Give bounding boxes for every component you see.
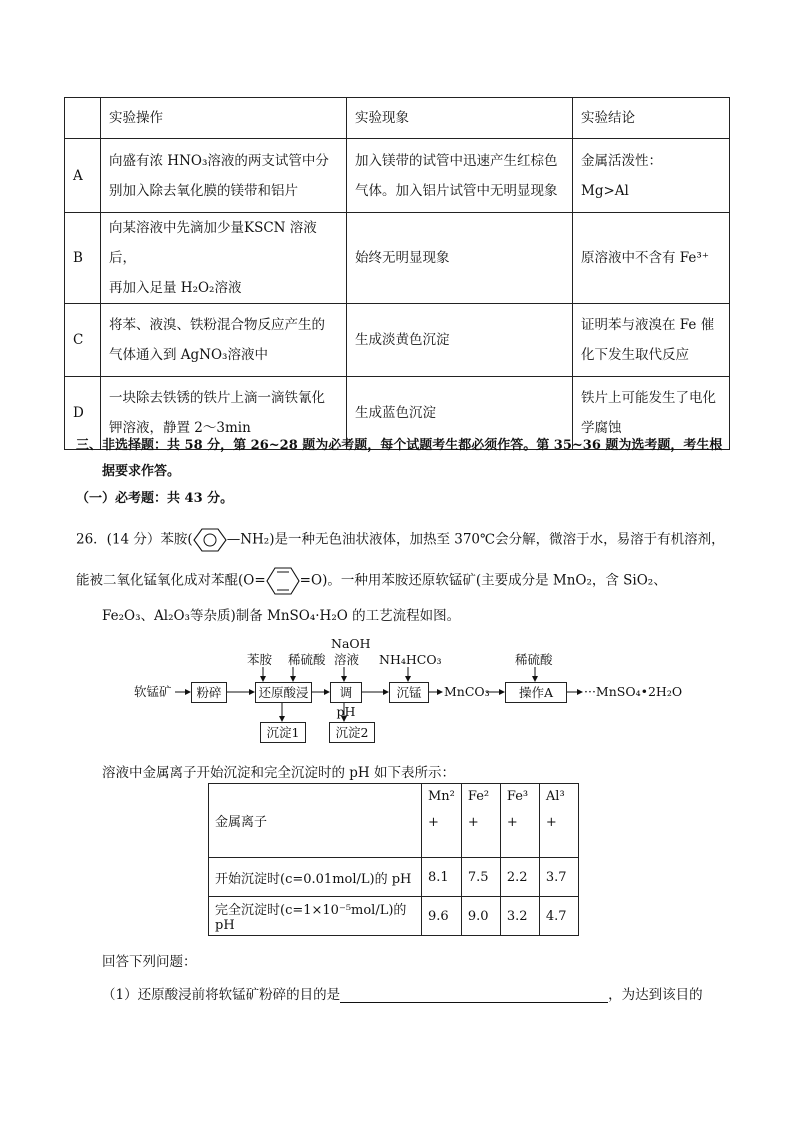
conclusion-cell: 原溶液中不含有 Fe³⁺ [573,213,730,304]
ion-header-cell: Fe³ + [500,784,539,858]
table-cell: 9.0 [461,897,500,936]
table-header-cell: 实验现象 [347,98,573,139]
flow-residue-2: 沉淀2 [329,722,375,743]
flow-box-precip-mn: 沉锰 [389,682,429,703]
table-cell: 7.5 [461,858,500,897]
benzene-ring-icon [193,527,227,553]
section-heading-cont: 据要求作答。 [102,464,181,479]
table-row [65,139,730,213]
table-cell: 4.7 [539,897,578,936]
flow-input-solution: 溶液 [334,652,360,667]
question-1: （1）还原酸浸前将软锰矿粉碎的目的是 ，为达到该目的 [102,987,703,1003]
phenomenon-cell: 生成蓝色沉淀 [347,377,573,450]
table-row [65,304,730,377]
table-cell: 3.7 [539,858,578,897]
phenomenon-cell: 加入镁带的试管中迅速产生红棕色 气体。加入铝片试管中无明显现象 [347,139,573,213]
flow-input-acid: 稀硫酸 [288,652,326,667]
table-cell: 8.1 [422,858,462,897]
table-header-cell [65,98,101,139]
ion-header-cell: Mn² + [422,784,462,858]
operation-cell: 向某溶液中先滴加少量KSCN 溶液后， 再加入足量 H₂O₂溶液 [101,213,347,304]
experiment-table [64,97,730,450]
row-label: 完全沉淀时(c=1×10⁻⁵mol/L)的 pH [209,897,422,936]
row-label: 开始沉淀时(c=0.01mol/L)的 pH [209,858,422,897]
answer-blank[interactable] [340,988,608,1003]
table-row [209,858,579,897]
option-label: B [65,213,101,304]
flow-input-acid-2: 稀硫酸 [515,652,553,667]
operation-cell: 一块除去铁锈的铁片上滴一滴铁氰化 钾溶液，静置 2～3min [101,377,347,450]
table-row [65,213,730,304]
question26-line1: 26．(14 分）苯胺( —NH₂)是一种无色油状液体，加热至 370℃会分解，微溶于水，易溶于有机溶剂， [76,527,725,553]
quinone-ring-icon [266,566,300,596]
table-cell: 2.2 [500,858,539,897]
flow-box-adjust-ph: 调pH [330,682,362,703]
phenomenon-cell: 始终无明显现象 [347,213,573,304]
flow-box-reduce-leach: 还原酸浸 [255,682,312,703]
table-cell: 3.2 [500,897,539,936]
table-header-row [209,784,579,858]
ion-header-cell: Al³ + [539,784,578,858]
option-label: D [65,377,101,450]
flow-box-crush: 粉碎 [191,682,227,703]
table-cell: 9.6 [422,897,462,936]
question26-line3: Fe₂O₃、Al₂O₃等杂质)制备 MnSO₄·H₂O 的工艺流程如图。 [102,608,461,624]
flow-intermediate: MnCO₃ [444,684,490,699]
subsection-heading: （一）必考题：共 43 分。 [76,491,234,506]
flow-start-label: 软锰矿 [134,684,172,699]
ion-ph-table [208,783,579,936]
conclusion-cell: 证明苯与液溴在 Fe 催 化下发生取代反应 [573,304,730,377]
operation-cell: 向盛有浓 HNO₃溶液的两支试管中分 别加入除去氧化膜的镁带和铝片 [101,139,347,213]
ion-table-intro: 溶液中金属离子开始沉淀和完全沉淀时的 pH 如下表所示： [102,765,455,781]
table-header-row [65,98,730,139]
operation-cell: 将苯、液溴、铁粉混合物反应产生的 气体通入到 AgNO₃溶液中 [101,304,347,377]
flow-input-aniline: 苯胺 [247,652,273,667]
conclusion-cell: 铁片上可能发生了电化 学腐蚀 [573,377,730,450]
option-label: C [65,304,101,377]
section-heading: 三、非选择题：共 58 分，第 26~28 题为必考题，每个试题考生都必须作答。第 35~36 题为选考题，考生根 [76,438,723,453]
flow-box-operation-a: 操作A [505,682,567,703]
option-label: A [65,139,101,213]
table-row [209,897,579,936]
conclusion-cell: 金属活泼性： Mg>Al [573,139,730,213]
flow-input-naoh: NaOH [331,636,371,651]
question26-line2: 能被二氧化锰氧化成对苯醌(O= =O)。一种用苯胺还原软锰矿(主要成分是 MnO₂，含 SiO₂、 [76,566,667,596]
table-header-cell: 实验结论 [573,98,730,139]
flow-input-nh4hco3: NH₄HCO₃ [379,652,442,667]
ion-header-cell: Fe² + [461,784,500,858]
phenomenon-cell: 生成淡黄色沉淀 [347,304,573,377]
table-header-cell: 实验操作 [101,98,347,139]
flow-product: ···MnSO₄•2H₂O [584,684,683,699]
flow-residue-1: 沉淀1 [260,722,306,743]
table-header-cell: 金属离子 [209,784,422,858]
answer-prompt: 回答下列问题： [102,954,197,970]
